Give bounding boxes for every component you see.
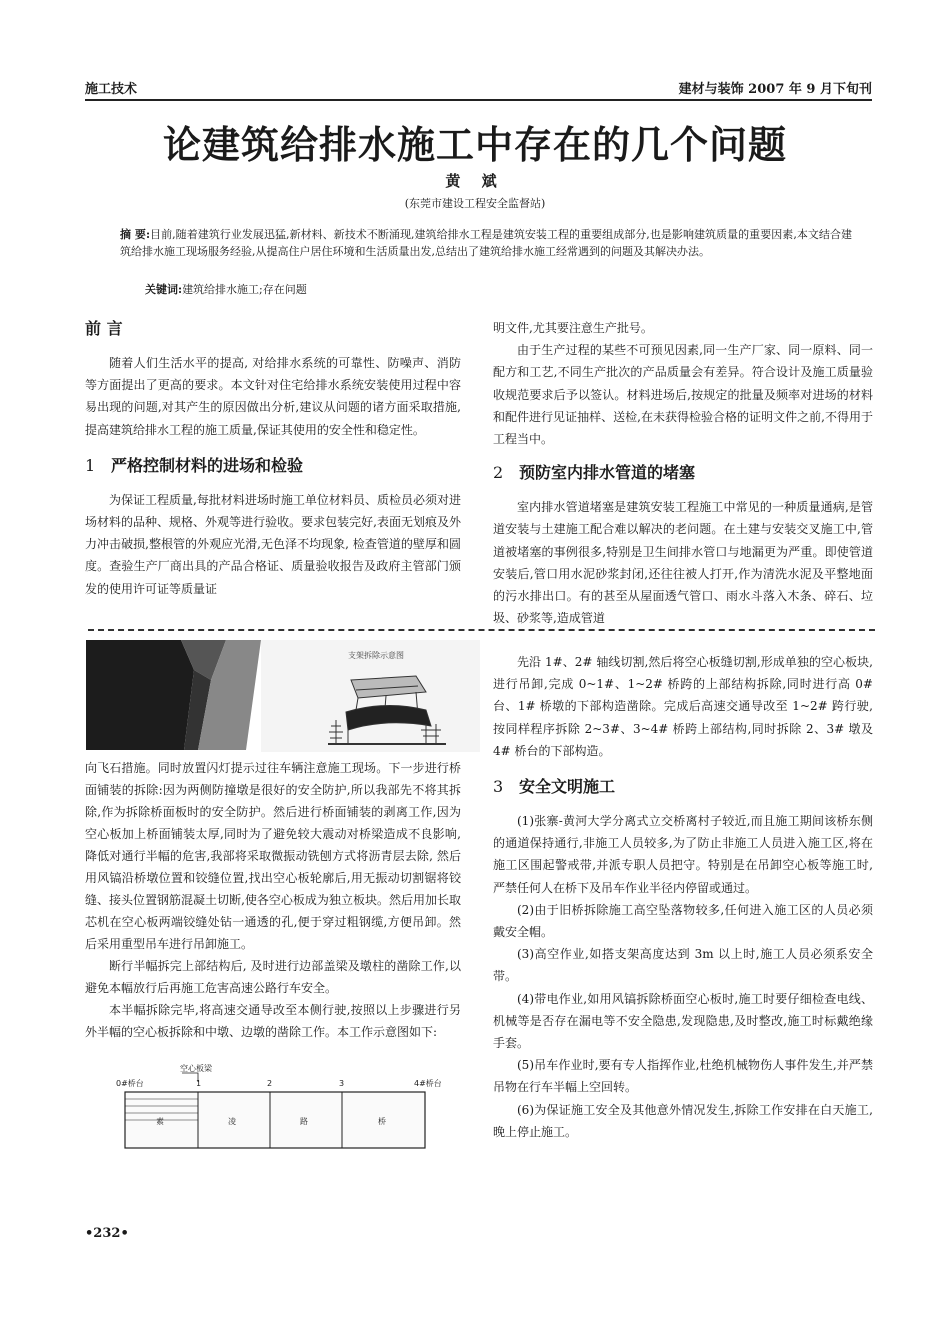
intro-paragraph: 随着人们生活水平的提高, 对给排水系统的可靠性、防噪声、消防等方面提出了更高的要求。本文针对住宅给排水系统安装使用过程中容易出现的问题,对其产生的原因做出分析,建议从问题的诸方面采取措施, 提高建筑给排水工程的施工质量,保证其使用的安全性和稳定性。 bbox=[85, 356, 461, 437]
article-title: 论建筑给排水施工中存在的几个问题 bbox=[162, 123, 787, 167]
section-2-number: 2 bbox=[493, 463, 504, 483]
intro-heading: 前 言 bbox=[85, 319, 123, 338]
section-2-heading bbox=[493, 462, 873, 484]
lower-right-paragraph-1: 先沿 1#、2# 轴线切割,然后将空心板缝切割,形成单独的空心板块,进行吊卸,完成 0~1#、1~2# 桥跨的上部结构拆除,同时进行高 0# 台、1# 桥墩的下部构造凿除。完成后高速交通导改至 1~2# 跨行驶,按同样程序拆除 2~3#、3~4# 桥跨上部结构,同时拆除 2、3# 墩及 4# 桥台的下部构造。 bbox=[493, 655, 874, 758]
span-label-3: 路 bbox=[300, 1117, 308, 1126]
author-name: 黄 斌 bbox=[445, 172, 505, 190]
article-divider bbox=[88, 629, 875, 631]
demolition-photo-svg bbox=[86, 640, 480, 752]
safety-item-6: (6)为保证施工安全及其他意外情况发生,拆除工作安排在白天施工,晚上停止施工。 bbox=[493, 1102, 873, 1139]
abstract-text: 目前,随着建筑行业发展迅猛,新材料、新技术不断涌现,建筑给排水工程是建筑安装工程的重要组成部分,也是影响建筑质量的重要因素,本文结合建筑给排水施工现场服务经验,从提高住户居住环境和生活质量出发,总结出了建筑给排水施工经常遇到的问题及其解决办法。 bbox=[120, 228, 853, 258]
span-label-4: 桥 bbox=[378, 1117, 386, 1126]
lower-left-paragraph-2: 断行半幅拆完上部结构后, 及时进行边部盖梁及墩柱的凿除工作,以避免本幅放行后再施工危害高速公路行车安全。 bbox=[85, 959, 461, 995]
keywords bbox=[145, 281, 307, 298]
section-3-title: 安全文明施工 bbox=[519, 777, 616, 797]
right-paragraph-2: 由于生产过程的某些不可预见因素,同一生产厂家、同一原料、同一配方和工艺,不同生产批次的产品质量会有差异。符合设计及施工质量验收规范要求后予以签认。材料进场后,按规定的批量及频率对进场的材料和配件进行见证抽样、送检,在未获得检验合格的证明文件之前,不得用于工程当中。 bbox=[493, 343, 873, 447]
span-label-2: 凌 bbox=[228, 1117, 236, 1126]
diagram-top-label: 空心板梁 bbox=[180, 1064, 212, 1073]
pier-label-2: 2 bbox=[267, 1079, 273, 1088]
demolition-photo bbox=[86, 640, 480, 752]
lower-left-paragraph-3: 本半幅拆除完毕,将高速交通导改至本侧行驶,按照以上步骤进行另外半幅的空心板拆除和中墩、边墩的凿除工作。本工作示意图如下: bbox=[85, 1003, 461, 1039]
safety-item-1: (1)张寨-黄河大学分离式立交桥离村子较近,而且施工期间该桥东侧的通道保持通行,非施工人员较多,为了防止非施工人员进入施工区,将在施工区围起警戒带,并派专职人员把守。特别是在吊卸空心板等施工时, 严禁任何人在桥下及吊车作业半径内停留或通过。 bbox=[493, 814, 873, 895]
safety-item-3: (3)高空作业,如搭支架高度达到 3m 以上时,施工人员必须系安全带。 bbox=[493, 947, 873, 984]
author-affiliation: (东莞市建设工程安全监督站) bbox=[404, 197, 546, 210]
section-1-heading bbox=[85, 455, 461, 477]
page-number: •232• bbox=[85, 1226, 129, 1241]
bridge-diagram-svg bbox=[110, 1062, 460, 1152]
section-2-paragraph: 室内排水管道堵塞是建筑安装工程施工中常见的一种质量通病,是管道安装与土建施工配合难以解决的老问题。在土建与安装交叉施工中,管道被堵塞的事例很多,特别是卫生间排水管口与地漏更为严重。即使管道安装后,管口用水泥砂浆封闭,还往往被人打开,作为清洗水泥及平整地面的污水排出口。有的甚至从屋面透气管口、雨水斗落入木条、碎石、垃圾、砂浆等,造成管道 bbox=[493, 500, 873, 626]
header-section-label: 施工技术 bbox=[85, 82, 138, 97]
pier-label-1: 1 bbox=[196, 1079, 202, 1088]
section-1-paragraph: 为保证工程质量,每批材料进场时施工单位材料员、质检员必须对进场材料的品种、规格、外观等进行验收。要求包装完好,表面无划痕及外力冲击破损,整根管的外观应光滑,无色泽不均现象, 检查管道的壁厚和圆度。查验生产厂商出具的产品合格证、质量验收报告及政府主管部门颁发的使用许可证等质量证 bbox=[85, 492, 461, 596]
lower-right-column bbox=[493, 651, 873, 1143]
section-3-number: 3 bbox=[493, 777, 504, 797]
bridge-diagram bbox=[110, 1062, 460, 1152]
section-2-title: 预防室内排水管道的堵塞 bbox=[519, 463, 696, 483]
safety-item-4: (4)带电作业,如用风镐拆除桥面空心板时,施工时要仔细检查电线、机械等是否存在漏电等不安全隐患,发现隐患,及时整改,施工时标戴绝缘手套。 bbox=[493, 991, 873, 1051]
section-1-number: 1 bbox=[85, 455, 96, 475]
upper-right-column bbox=[493, 317, 873, 629]
abstract-label: 摘 要: bbox=[120, 228, 151, 241]
abstract bbox=[120, 226, 852, 260]
right-paragraph-1: 明文件,尤其要注意生产批号。 bbox=[493, 321, 653, 335]
pier-label-3: 3 bbox=[339, 1079, 345, 1088]
section-1-title: 严格控制材料的进场和检验 bbox=[111, 455, 304, 475]
safety-item-5: (5)吊车作业时,要有专人指挥作业,杜绝机械物伤人事件发生,并严禁吊物在行车半幅上空回转。 bbox=[493, 1058, 873, 1095]
keywords-label: 关键词: bbox=[145, 283, 183, 296]
pier-label-4: 4#桥台 bbox=[414, 1079, 442, 1088]
pier-label-0: 0#桥台 bbox=[116, 1079, 144, 1088]
upper-left-column bbox=[85, 318, 461, 600]
span-label-1: 素 bbox=[156, 1117, 164, 1126]
lower-left-paragraph-1: 向飞石措施。同时放置闪灯提示过往车辆注意施工现场。下一步进行桥面铺装的拆除:因为两侧防撞墩是很好的安全防护,所以我部先不将其拆除,作为拆除桥面板时的安全防护。然后进行桥面铺装的剥离工作,因为空心板加上桥面铺装太厚,同时为了避免较大震动对桥梁造成不良影响,降低对通行半幅的危害,我部将采取微振动铣刨方式将沥青层去除, 然后用风镐沿桥墩位置和铰缝位置,找出空心板轮廓后,用无振动切割锯将铰缝、接头位置钢筋混凝土切断,使各空心板成为独立板块。然后用加长取芯机在空心板两端铰缝处钻一通透的孔,便于穿过粗钢缆,方便吊卸。然后采用重型吊车进行吊卸施工。 bbox=[85, 761, 461, 951]
safety-item-2: (2)由于旧桥拆除施工高空坠落物较多,任何进入施工区的人员必须戴安全帽。 bbox=[493, 902, 873, 940]
keywords-text: 建筑给排水施工;存在问题 bbox=[182, 283, 307, 296]
photo-caption: 支架拆除示意图 bbox=[348, 651, 404, 660]
header-rule bbox=[85, 99, 872, 101]
section-3-heading bbox=[493, 776, 873, 798]
lower-left-column bbox=[85, 757, 461, 1043]
header-journal-info: 建材与装饰 2007 年 9 月下旬刊 bbox=[678, 82, 872, 97]
